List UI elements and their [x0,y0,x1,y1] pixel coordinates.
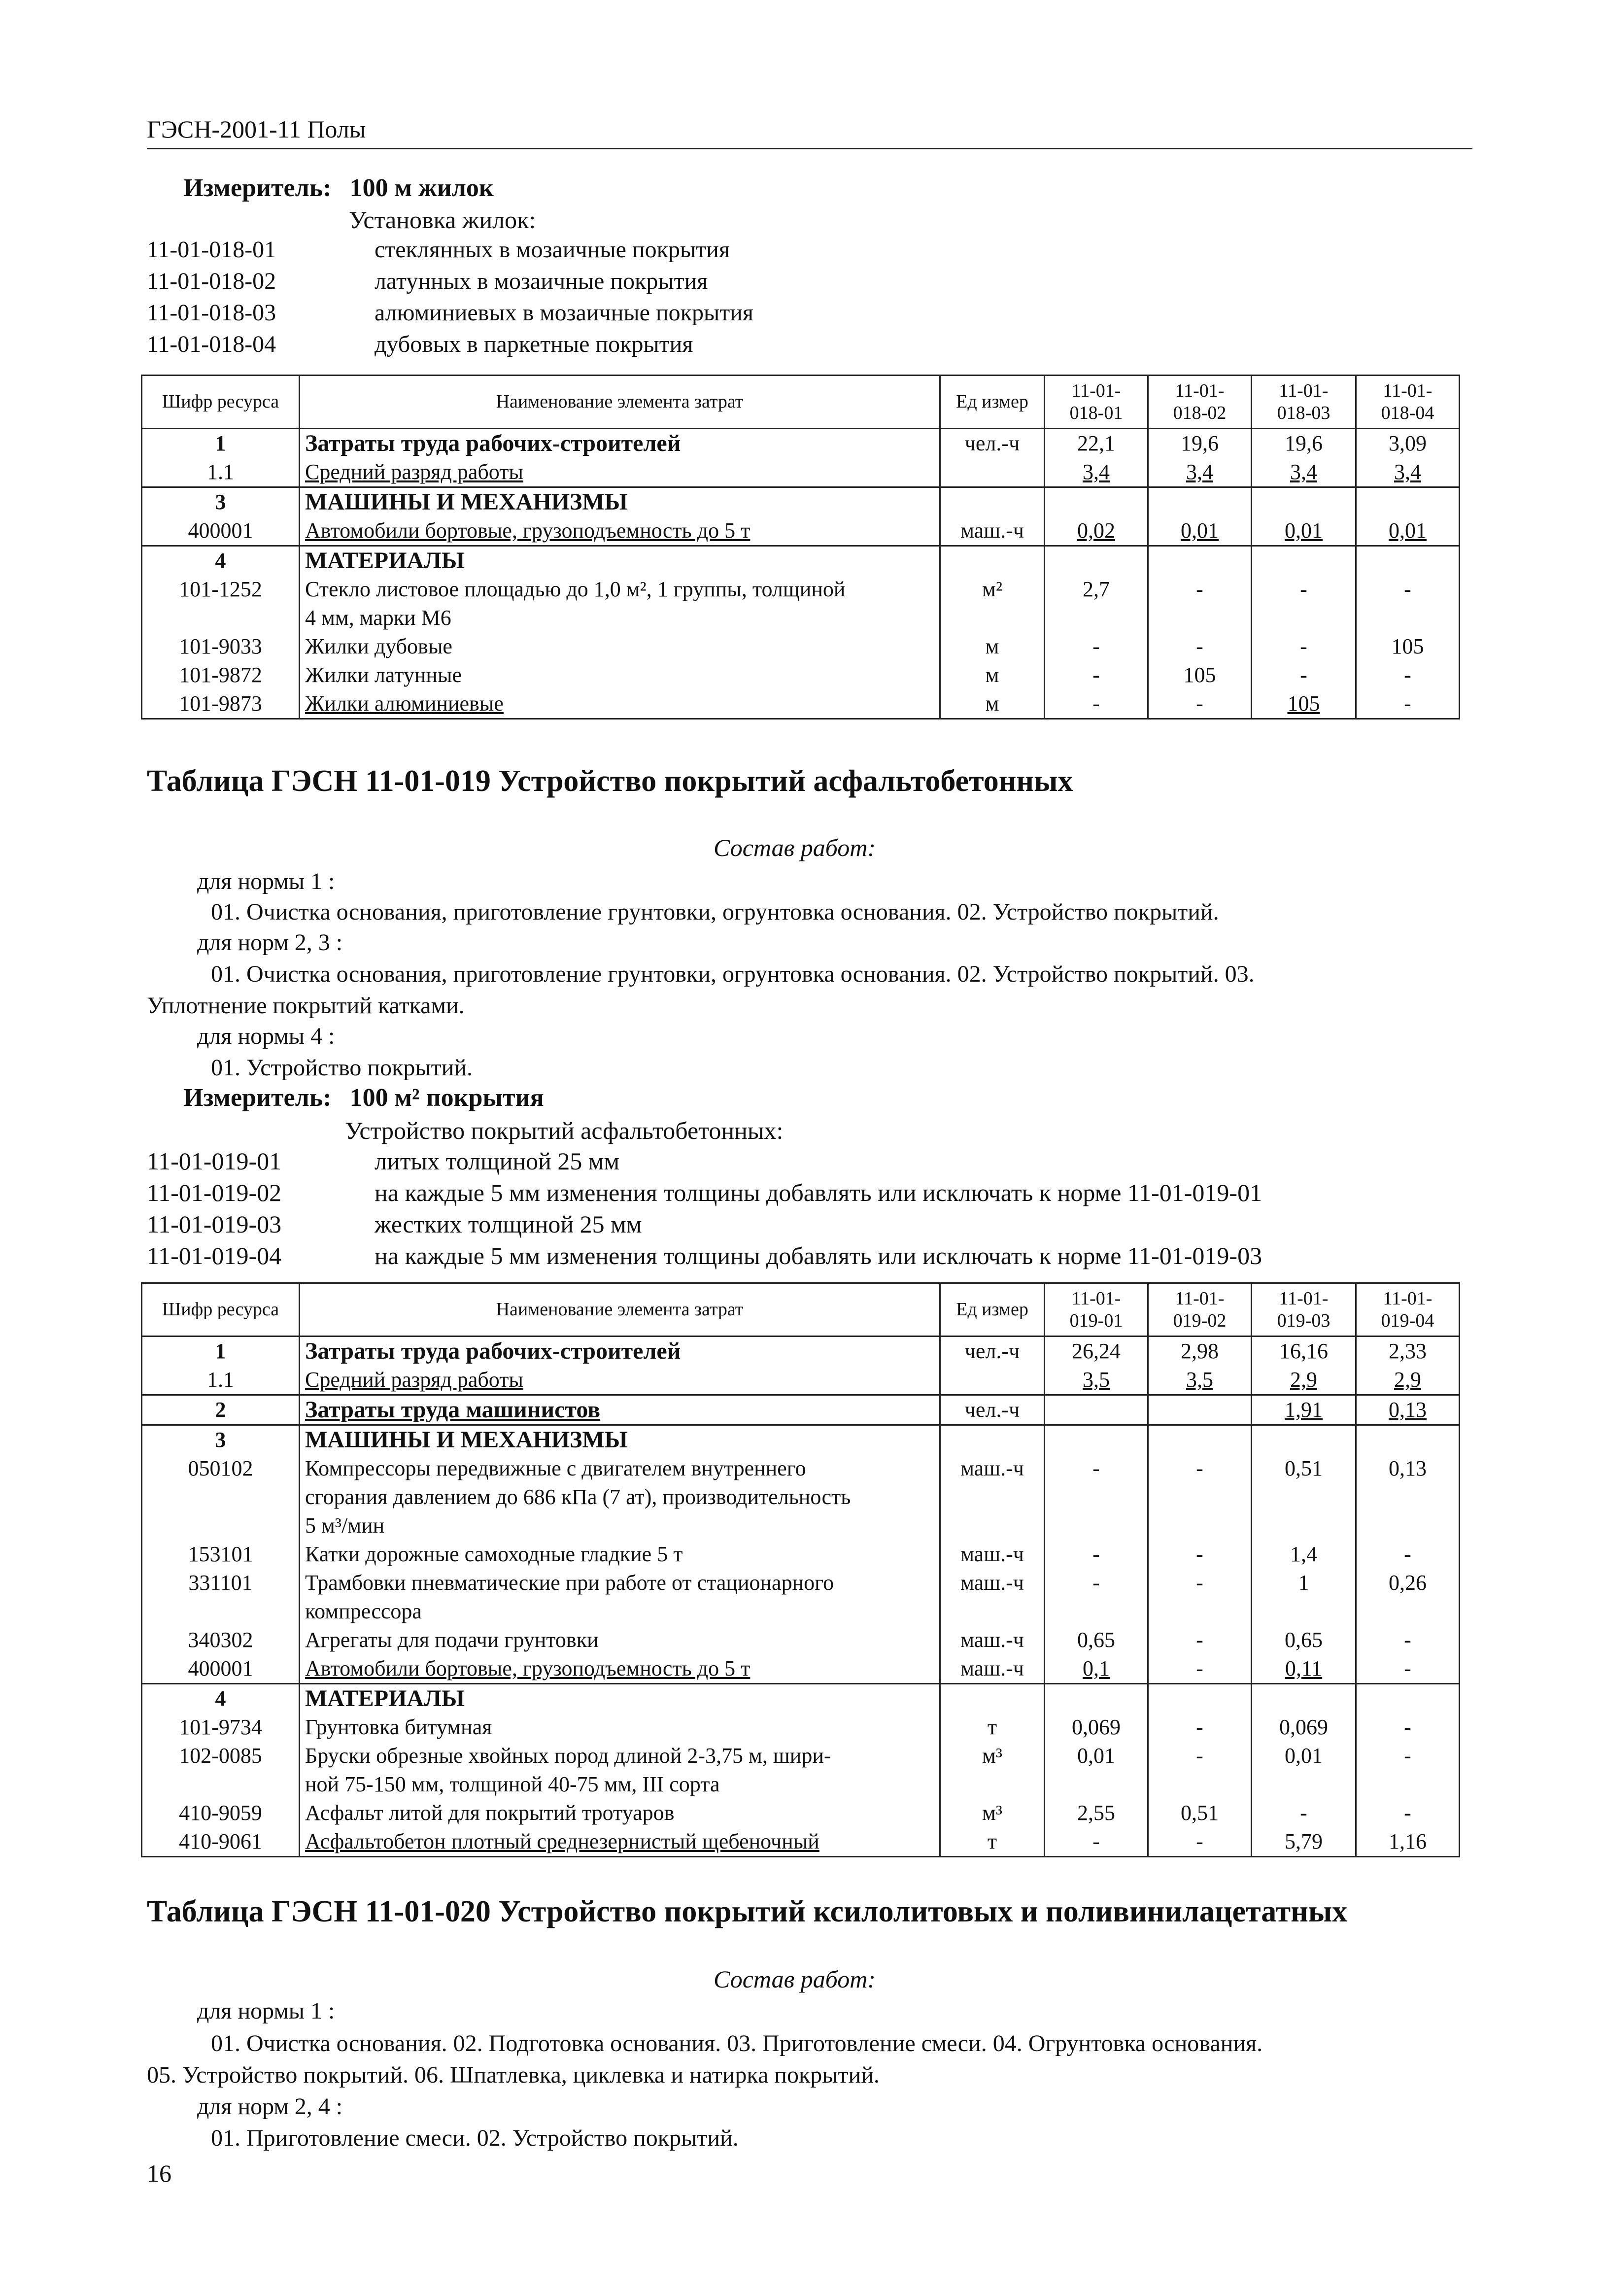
norm-intro-2: Устройство покрытий асфальтобетонных: [345,1117,784,1144]
norm-label: для нормы 1 : [197,868,335,894]
cell-value: 3,4 [1356,458,1460,487]
cell-value: 2,98 [1148,1336,1252,1366]
col-header-unit: Ед измер [940,1283,1045,1336]
norm-text: 01. Очистка основания, приготовление грунтовки, огрунтовка основания. 02. Устройство покрытий. 03. [211,961,1255,987]
cell-value: - [1045,632,1148,661]
cell-value: - [1045,689,1148,719]
cell-section-name: МАШИНЫ И МЕХАНИЗМЫ [300,487,940,517]
cell-code: 340302 [142,1626,300,1654]
cell-value: 0,13 [1356,1454,1460,1540]
cell-name: Агрегаты для подачи грунтовки [300,1626,940,1654]
cell-value: - [1045,1540,1148,1569]
composition-heading: Состав работ: [714,1965,876,1993]
cell-value: - [1148,1827,1252,1857]
cell-value: - [1148,1569,1252,1626]
cell-code: 101-9872 [142,661,300,689]
cell-value: - [1148,1454,1252,1540]
cell-code: 400001 [142,1654,300,1684]
cell-value: - [1356,661,1460,689]
cell-name: Жилки дубовые [300,632,940,661]
cell-value: 1,16 [1356,1827,1460,1857]
norm-desc: стеклянных в мозаичные покрытия [375,237,730,263]
cell-unit: м² [940,575,1045,632]
cell-unit [940,458,1045,487]
cell-name: Компрессоры передвижные с двигателем внутреннего сгорания давлением до 686 кПа (7 ат), производительность 5 м³/мин [300,1454,940,1540]
cell-value: - [1148,632,1252,661]
table-section-row [142,1684,1460,1713]
norm-desc: на каждые 5 мм изменения толщины добавлять или исключать к норме 11-01-019-01 [375,1179,1262,1206]
cell-value: 105 [1356,632,1460,661]
norm-code: 11-01-019-03 [147,1210,282,1238]
col-header-name: Наименование элемента затрат [300,376,940,429]
norm-label: для норм 2, 3 : [197,929,343,956]
cell-unit: маш.-ч [940,1626,1045,1654]
cell-value: 3,4 [1045,458,1148,487]
cell-value: 19,6 [1148,429,1252,458]
cell-value: - [1148,1540,1252,1569]
table-section-row [142,487,1460,517]
cell-name: Трамбовки пневматические при работе от стационарного компрессора [300,1569,940,1626]
cell-name: Средний разряд работы [300,458,940,487]
cell-value: 26,24 [1045,1336,1148,1366]
cell-name: Средний разряд работы [300,1366,940,1395]
cell-code: 1 [142,429,300,458]
cell-value: 0,069 [1045,1713,1148,1742]
cell-value: 16,16 [1252,1336,1356,1366]
cell-section-name: МАШИНЫ И МЕХАНИЗМЫ [300,1425,940,1455]
cell-unit: маш.-ч [940,1454,1045,1540]
col-header-code: Шифр ресурса [142,1283,300,1336]
table-row [142,1395,1460,1425]
table-row [142,661,1460,689]
cell-name: Грунтовка битумная [300,1713,940,1742]
col-header-code: Шифр ресурса [142,376,300,429]
table-row [142,1336,1460,1366]
table-row [142,575,1460,632]
cell-code: 331101 [142,1569,300,1626]
cell-value: 0,26 [1356,1569,1460,1626]
norm-text: 01. Очистка основания. 02. Подготовка основания. 03. Приготовление смеси. 04. Огрунтовка основания. [211,2030,1263,2056]
cell-name: Асфальт литой для покрытий тротуаров [300,1799,940,1827]
cell-unit: маш.-ч [940,1540,1045,1569]
cell-value: 3,4 [1252,458,1356,487]
cell-name: Катки дорожные самоходные гладкие 5 т [300,1540,940,1569]
col-header-norm: 11-01- 019-01 [1045,1283,1148,1336]
cell-value: 3,5 [1045,1366,1148,1395]
col-header-norm: 11-01- 018-02 [1148,376,1252,429]
cell-value: - [1045,661,1148,689]
cell-value: 0,01 [1148,516,1252,546]
cell-code: 101-1252 [142,575,300,632]
cell-value: 3,4 [1148,458,1252,487]
cell-value: 2,55 [1045,1799,1148,1827]
measurer-value: 100 м жилок [349,174,494,202]
cell-code: 101-9873 [142,689,300,719]
resource-table-018 [141,375,1460,720]
cell-value: - [1356,689,1460,719]
cell-value: - [1356,1742,1460,1799]
cell-code: 4 [142,546,300,576]
cell-unit: маш.-ч [940,516,1045,546]
cell-unit: м [940,632,1045,661]
table-header-row [142,1283,1460,1336]
cell-value: 19,6 [1252,429,1356,458]
cell-code: 1 [142,1336,300,1366]
cell-value: - [1356,1540,1460,1569]
cell-value: - [1356,1713,1460,1742]
table-section-row [142,546,1460,576]
header-text: ГЭСН-2001-11 Полы [147,115,366,143]
cell-code: 1.1 [142,458,300,487]
table-row [142,689,1460,719]
col-header-norm: 11-01- 018-01 [1045,376,1148,429]
norm-code: 11-01-018-01 [147,237,276,263]
norm-code: 11-01-019-02 [147,1179,282,1206]
cell-value: 105 [1252,689,1356,719]
cell-value: - [1045,1827,1148,1857]
norm-code: 11-01-018-02 [147,268,276,294]
cell-name: Бруски обрезные хвойных пород длиной 2-3,75 м, шири- ной 75-150 мм, толщиной 40-75 мм, III сорта [300,1742,940,1799]
table-section-row [142,1425,1460,1455]
cell-value: - [1148,1654,1252,1684]
cell-value: 2,9 [1252,1366,1356,1395]
cell-value: - [1148,1742,1252,1799]
cell-value: 22,1 [1045,429,1148,458]
cell-value: 0,11 [1252,1654,1356,1684]
cell-unit: т [940,1827,1045,1857]
norm-label: для нормы 4 : [197,1023,335,1049]
col-header-norm: 11-01- 019-03 [1252,1283,1356,1336]
col-header-name: Наименование элемента затрат [300,1283,940,1336]
cell-unit: м [940,661,1045,689]
cell-value: 0,65 [1045,1626,1148,1654]
cell-value: 0,13 [1356,1395,1460,1425]
cell-value: 0,65 [1252,1626,1356,1654]
cell-value: - [1148,575,1252,632]
table-row [142,1742,1460,1799]
cell-code: 410-9061 [142,1827,300,1857]
cell-unit: м³ [940,1799,1045,1827]
table-row [142,1713,1460,1742]
measurer-2 [183,1082,544,1113]
resource-table-019 [141,1282,1460,1857]
cell-value [1148,1395,1252,1425]
cell-value: - [1252,575,1356,632]
table-row [142,1654,1460,1684]
cell-code: 410-9059 [142,1799,300,1827]
norm-code: 11-01-019-04 [147,1242,282,1269]
norm-text: 01. Устройство покрытий. [211,1055,473,1081]
cell-value: 1 [1252,1569,1356,1626]
cell-unit: чел.-ч [940,429,1045,458]
table-row [142,516,1460,546]
cell-code: 102-0085 [142,1742,300,1799]
norm-text: 01. Очистка основания, приготовление грунтовки, огрунтовка основания. 02. Устройство покрытий. [211,899,1219,925]
table-row [142,1540,1460,1569]
cell-value: - [1356,1654,1460,1684]
cell-value: 2,7 [1045,575,1148,632]
cell-value: - [1356,1626,1460,1654]
cell-unit: маш.-ч [940,1654,1045,1684]
cell-value: 3,5 [1148,1366,1252,1395]
cell-value: - [1045,1454,1148,1540]
cell-value: - [1252,1799,1356,1827]
table-row [142,1799,1460,1827]
cell-value: 5,79 [1252,1827,1356,1857]
cell-value: 105 [1148,661,1252,689]
norm-code: 11-01-019-01 [147,1147,282,1175]
table-row [142,458,1460,487]
cell-value: - [1148,689,1252,719]
cell-name: Затраты труда рабочих-строителей [300,429,940,458]
cell-code: 101-9033 [142,632,300,661]
cell-code: 101-9734 [142,1713,300,1742]
col-header-norm: 11-01- 018-03 [1252,376,1356,429]
cell-value: 0,02 [1045,516,1148,546]
norm-text-cont: 05. Устройство покрытий. 06. Шпатлевка, циклевка и натирка покрытий. [147,2062,880,2088]
norm-desc: латунных в мозаичные покрытия [375,268,708,294]
col-header-norm: 11-01- 019-04 [1356,1283,1460,1336]
cell-value: - [1148,1626,1252,1654]
cell-name: Стекло листовое площадью до 1,0 м², 1 группы, толщиной 4 мм, марки М6 [300,575,940,632]
cell-value: 0,01 [1252,1742,1356,1799]
measurer-label: Измеритель: [183,1084,332,1112]
table-row [142,1569,1460,1626]
cell-value: 2,33 [1356,1336,1460,1366]
composition-heading: Состав работ: [714,834,876,861]
norm-code: 11-01-018-04 [147,331,276,357]
cell-unit: чел.-ч [940,1395,1045,1425]
cell-value: 0,01 [1356,516,1460,546]
col-header-norm: 11-01- 018-04 [1356,376,1460,429]
cell-section-name: МАТЕРИАЛЫ [300,546,940,576]
cell-unit: м³ [940,1742,1045,1799]
cell-code: 3 [142,1425,300,1455]
cell-code: 4 [142,1684,300,1713]
cell-value: 0,01 [1045,1742,1148,1799]
cell-value: - [1356,575,1460,632]
norm-label: для норм 2, 4 : [197,2093,343,2120]
norm-label: для нормы 1 : [197,1998,335,2024]
cell-value: 3,09 [1356,429,1460,458]
page-number: 16 [147,2159,171,2187]
cell-value: - [1148,1713,1252,1742]
cell-value: 0,51 [1252,1454,1356,1540]
cell-value: 0,01 [1252,516,1356,546]
section-title-019: Таблица ГЭСН 11-01-019 Устройство покрытий асфальтобетонных [147,764,1073,798]
cell-name: Асфальтобетон плотный среднезернистый щебеночный [300,1827,940,1857]
cell-value: 0,069 [1252,1713,1356,1742]
table-row [142,1366,1460,1395]
norm-desc: дубовых в паркетные покрытия [375,331,693,357]
measurer-1 [183,172,494,204]
cell-value: 0,1 [1045,1654,1148,1684]
cell-value: - [1356,1799,1460,1827]
cell-unit: м [940,689,1045,719]
cell-unit [940,1366,1045,1395]
cell-name: Затраты труда машинистов [300,1395,940,1425]
running-header [147,114,1472,149]
col-header-unit: Ед измер [940,376,1045,429]
cell-value: - [1252,661,1356,689]
norm-intro-1: Установка жилок: [349,206,536,234]
table-row [142,1827,1460,1857]
cell-name: Жилки латунные [300,661,940,689]
norm-text-cont: Уплотнение покрытий катками. [147,993,465,1019]
cell-value: 0,51 [1148,1799,1252,1827]
norm-desc: на каждые 5 мм изменения толщины добавлять или исключать к норме 11-01-019-03 [375,1242,1262,1269]
cell-unit: чел.-ч [940,1336,1045,1366]
cell-unit: маш.-ч [940,1569,1045,1626]
cell-code: 2 [142,1395,300,1425]
measurer-value: 100 м² покрытия [349,1084,544,1112]
cell-unit: т [940,1713,1045,1742]
cell-name: Жилки алюминиевые [300,689,940,719]
cell-code: 050102 [142,1454,300,1540]
cell-value: - [1045,1569,1148,1626]
measurer-label: Измеритель: [183,174,332,202]
cell-value [1045,1395,1148,1425]
cell-code: 153101 [142,1540,300,1569]
cell-section-name: МАТЕРИАЛЫ [300,1684,940,1713]
col-header-norm: 11-01- 019-02 [1148,1283,1252,1336]
cell-name: Автомобили бортовые, грузоподъемность до 5 т [300,1654,940,1684]
norm-desc: алюминиевых в мозаичные покрытия [375,300,753,326]
cell-name: Автомобили бортовые, грузоподъемность до 5 т [300,516,940,546]
norm-text: 01. Приготовление смеси. 02. Устройство покрытий. [211,2125,739,2151]
norm-code: 11-01-018-03 [147,300,276,326]
cell-name: Затраты труда рабочих-строителей [300,1336,940,1366]
cell-value: 1,4 [1252,1540,1356,1569]
cell-value: - [1252,632,1356,661]
cell-code: 1.1 [142,1366,300,1395]
table-row [142,1626,1460,1654]
norm-desc: жестких толщиной 25 мм [375,1210,642,1238]
norm-desc: литых толщиной 25 мм [375,1147,620,1175]
table-row [142,1454,1460,1540]
cell-code: 400001 [142,516,300,546]
table-row [142,429,1460,458]
cell-code: 3 [142,487,300,517]
cell-value: 1,91 [1252,1395,1356,1425]
table-header-row [142,376,1460,429]
table-row [142,632,1460,661]
cell-value: 2,9 [1356,1366,1460,1395]
section-title-020: Таблица ГЭСН 11-01-020 Устройство покрытий ксилолитовых и поливинилацетатных [147,1895,1348,1928]
